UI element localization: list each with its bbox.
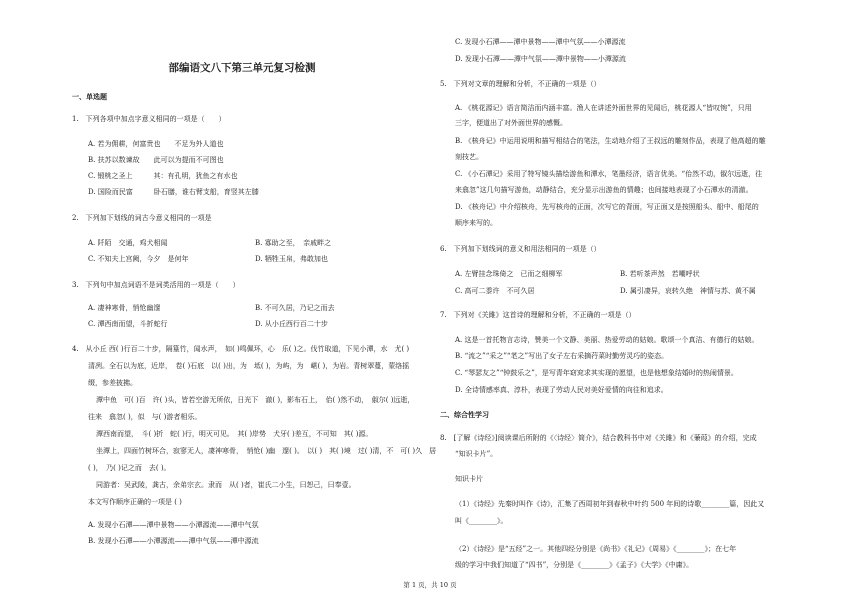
question-5: 5. 下列对文章的理解和分析，不正确的一项是（） bbox=[440, 80, 601, 88]
question-4-line-7: 坐潭上，四面竹树环合，寂寥无人，凄神寒骨， 悄怆( )幽 邃( )。 以( ) 其( )境 过( )清，不 可( )久 居 bbox=[96, 447, 437, 455]
knowledge-card-title: 知识卡片 bbox=[455, 475, 483, 483]
q4-option-d: D. 发现小石潭——潭中气氛——潭中景物——小潭源流 bbox=[455, 55, 626, 63]
q5-option-b-line-1: B. 《核舟记》中运用说明和描写相结合的笔法，生动地介绍了王叔远的雕刻作品，表现了他高超的雕 bbox=[455, 137, 766, 145]
q5-option-c-line-2: 来翕忽”这几句描写游鱼，动静结合，充分显示出游鱼的情趣；也间接地表现了小石潭水的清澈。 bbox=[455, 186, 753, 194]
q5-option-d-line-1: D. 《核舟记》中介绍核舟，先写核舟的正面，次写它的背面，写正面又是按照船头、船中、船尾的 bbox=[455, 203, 759, 211]
q1-option-d: D. 国险而民富 卧石膳，谁右臂支船，育竖其左膝 bbox=[88, 188, 259, 196]
page-footer: 第 1 页，共 10 页 bbox=[403, 581, 457, 589]
q2-option-c: C. 不知夫上宫阙，今夕 是何年 bbox=[88, 255, 189, 263]
question-3: 3. 下列句中加点词语不是词类活用的一项是（ ） bbox=[72, 281, 240, 289]
question-2: 2. 下列加下划线的词古今意义相同的一项是 bbox=[72, 214, 212, 222]
q6-option-b: B. 若听茶声然 若嘲呼状 bbox=[620, 270, 700, 278]
q3-option-a: A. 凄神寒骨，悄怆幽邃 bbox=[88, 304, 161, 312]
q5-option-b-line-2: 刻技艺。 bbox=[455, 153, 483, 161]
q7-option-b: B. “流之”“采之”“芼之”写出了女子左右采摘荇菜时勤劳灵巧的姿态。 bbox=[455, 352, 669, 360]
q5-option-a-line-2: 三字，便道出了对外面世界的感慨。 bbox=[455, 119, 567, 127]
card-item-2-line-2: 级的学习中我们知道了“四书”，分别是《________》《孟子》《大学》《中庸》。 bbox=[455, 561, 694, 569]
q5-option-a-line-1: A. 《桃花源记》语言简洁而内涵丰富。渔人在讲述外面世界的见闻后，桃花源人“皆叹惋”，只用 bbox=[455, 104, 752, 112]
q6-option-d: D. 属引凄异，哀转久绝 神情与苏、黄不属 bbox=[620, 287, 756, 295]
q3-option-b: B. 不可久居，乃记之而去 bbox=[255, 304, 335, 312]
q2-option-b: B. 寡助之至， 亲戚畔之 bbox=[255, 239, 332, 247]
question-4-line-9: 同游者：吴武陵，龚古，余弟宗玄。隶而 从( )者，崔氏二小生，曰恕己，曰奉壹。 bbox=[96, 481, 356, 489]
q3-option-c: C. 潭西南而望，斗折蛇行 bbox=[88, 320, 168, 328]
q4-option-a: A. 发现小石潭——潭中景物——小潭源流——潭中气氛 bbox=[88, 521, 259, 529]
question-4-prompt: 本文写作顺序正确的一项是 ( ) bbox=[88, 498, 182, 506]
page-title: 部编语文八下第三单元复习检测 bbox=[168, 62, 316, 74]
q1-option-c: C. 锻桃之圣上 其：有孔明，犹鱼之有水也 bbox=[88, 172, 238, 180]
q5-option-d-line-2: 顺序来写的。 bbox=[455, 219, 497, 227]
q4-option-c: C. 发现小石潭——潭中景物——潭中气氛——小潭源流 bbox=[455, 38, 626, 46]
q5-option-c-line-1: C. 《小石潭记》采用了特写镜头描绘游鱼和潭水，笔墨经济，语言优美。“佁然不动，俶尔远逝，往 bbox=[455, 170, 763, 178]
question-4-line-8: ( )， 乃( )记之而 去( )。 bbox=[88, 464, 171, 472]
question-4-line-5: 往来 翕忽( )，似 与( )游者相乐。 bbox=[88, 413, 202, 421]
card-item-1-line-1: （1）《诗经》先秦时叫作《诗》，汇集了西周初年到春秋中叶约 500 年间的诗歌________篇，因此又 bbox=[455, 500, 765, 508]
section-heading-single-choice: 一、单选题 bbox=[72, 92, 107, 101]
question-6: 6. 下列加下划线词的意义和用法相同的一项是（） bbox=[440, 245, 601, 253]
section-heading-comprehensive: 二、综合性学习 bbox=[440, 410, 489, 419]
q6-option-c: C. 高可二黍许 不可久居 bbox=[455, 287, 535, 295]
question-4-line-6: 潭西南而望， 斗( )折 蛇( )行，明灭可见。 其( )岸势 犬牙( )差互，不可知 其( )源。 bbox=[96, 430, 373, 438]
question-4-line-1: 4. 从小丘 西( )行百二十步，隔篁竹，闻水声， 如( )鸣佩环，心 乐( )之。伐竹取道，下见小潭，水 尤( ) bbox=[72, 345, 410, 353]
q7-option-a: A. 这是一首托物言志诗，赞美一个文静、美丽、热爱劳动的姑娘。歌颂一个真洁、有德行的姑娘。 bbox=[455, 336, 759, 344]
q2-option-a: A. 阡陌 交通，鸡犬相闻 bbox=[88, 239, 168, 247]
q1-option-a: A. 若为佣耕，何富贵也 不足为外人道也 bbox=[88, 140, 224, 148]
card-item-1-line-2: 叫《________》。 bbox=[455, 517, 508, 525]
q1-option-b: B. 扶苏以数谏故 此可以为提而不可图也 bbox=[88, 156, 224, 164]
question-1: 1. 下列各项中加点字意义相同的一项是（ ） bbox=[72, 115, 226, 123]
question-8-line-2: “知识卡片”。 bbox=[455, 450, 498, 458]
question-4-line-4: 潭中鱼 可( )百 许( )头，皆若空游无所依，日光下 澈( )，影布石上， 佁( )然不动， 俶尔( )远逝， bbox=[96, 396, 415, 404]
q6-option-a: A. 左臂挂念珠倚之 已而之细柳军 bbox=[455, 270, 563, 278]
question-4-line-3: 缀，参差披拂。 bbox=[88, 379, 137, 387]
card-item-2-line-1: （2）《诗经》是“五经”之一。其他四经分别是《尚书》《礼记》《周易》《________》；在七年 bbox=[455, 545, 737, 553]
q3-option-d: D. 从小丘西行百二十步 bbox=[255, 320, 328, 328]
question-4-line-2: 清冽。全石以为底，近岸， 卷( )石底 以( )出，为 坻( )，为屿，为 嵁( )，为岩。青树翠蔓，蒙络摇 bbox=[88, 362, 410, 370]
q4-option-b: B. 发现小石潭——小潭源流——潭中气氛——潭中源流 bbox=[88, 537, 259, 545]
question-8-line-1: 8. [了解《诗经》]阅读课后所附的《〈诗经〉简介》，结合教科书中对《关雎》和《蒹葭》的介绍，完成 bbox=[440, 434, 757, 442]
q2-option-d: D. 牺牲玉帛，弗敢加也 bbox=[255, 255, 328, 263]
q7-option-d: D. 全诗情感率真、淳朴，表现了劳动人民对美好爱情的向往和追求。 bbox=[455, 386, 668, 394]
q7-option-c: C. “琴瑟友之”“钟鼓乐之”，是写青年窈窕求其实现的愿望，也是他想象结婚时的热闹情景。 bbox=[455, 369, 738, 377]
question-7: 7. 下列对《关雎》这首诗的理解和分析，不正确的一项是（） bbox=[440, 311, 636, 319]
